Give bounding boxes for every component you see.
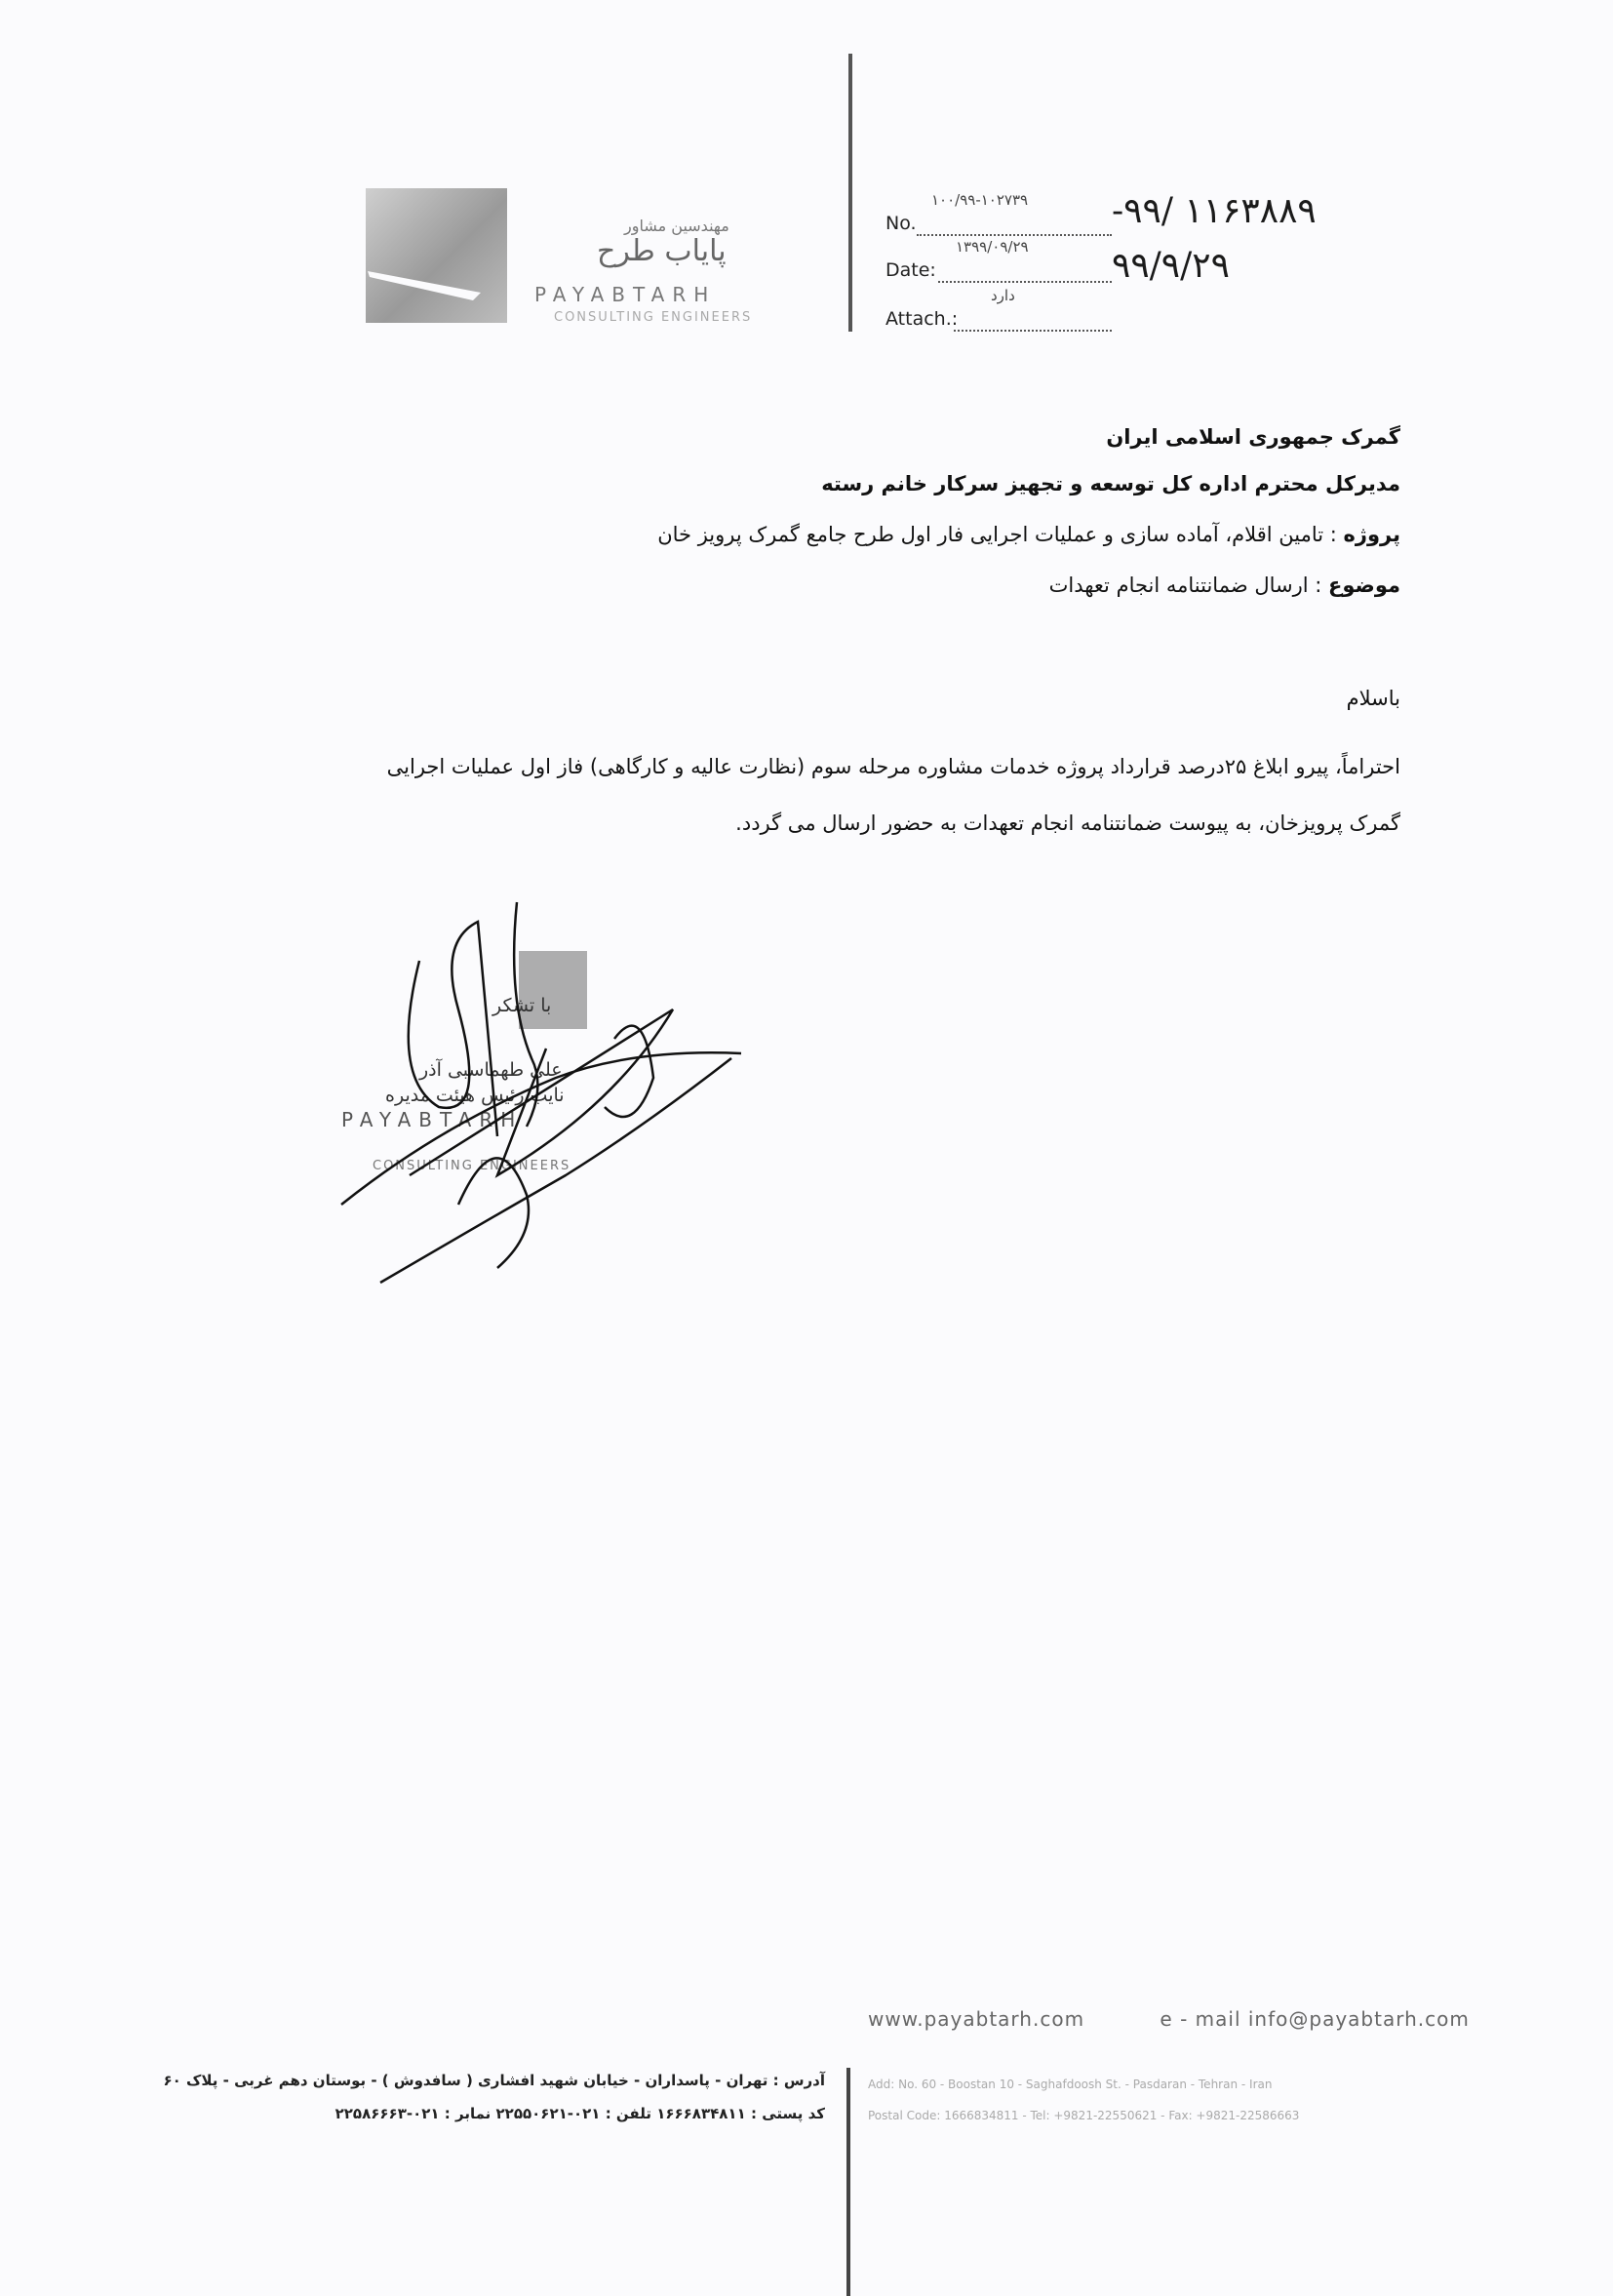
attach-dotline	[954, 312, 1112, 332]
footer-email: e - mail info@payabtarh.com	[1160, 2007, 1470, 2031]
stamp-firm-en: PAYABTARH	[341, 1108, 524, 1131]
stamp-firm-en-sub: CONSULTING ENGINEERS	[373, 1159, 571, 1173]
handwritten-signature	[322, 883, 761, 1292]
firm-name-en: PAYABTARH	[534, 283, 717, 306]
signature-closing: با تشکر	[492, 995, 552, 1016]
footer-postal-en: Postal Code: 1666834811 - Tel: +9821-22550621 - Fax: +9821-22586663	[868, 2109, 1300, 2122]
recipient-org: گمرک جمهوری اسلامی ایران	[1106, 425, 1400, 449]
firm-name-fa: پایاب طرح	[597, 234, 727, 268]
recipient-title: مدیرکل محترم اداره کل توسعه و تجهیز سرکار خانم رسته	[821, 472, 1400, 495]
project-line	[657, 523, 1400, 546]
header-divider	[848, 54, 852, 332]
date-dotline	[938, 263, 1112, 283]
subject-value: : ارسال ضمانتنامه انجام تعهدات	[1048, 574, 1322, 597]
date-handwritten-value: ۹۹/۹/۲۹	[1112, 246, 1230, 286]
no-dotline	[917, 217, 1112, 236]
firm-subtitle-fa: مهندسین مشاور	[624, 217, 729, 235]
date-printed-value: ۱۳۹۹/۰۹/۲۹	[956, 238, 1029, 256]
subject-label: موضوع	[1328, 574, 1400, 597]
footer-address-en: Add: No. 60 - Boostan 10 - Saghafdoosh St. - Pasdaran - Tehran - Iran	[868, 2078, 1273, 2091]
attach-value: دارد	[991, 287, 1015, 304]
date-label: Date:	[885, 259, 936, 281]
greeting: باسلام	[1346, 687, 1400, 710]
no-printed-value: ۱۰۰/۹۹-۱۰۲۷۳۹	[931, 191, 1029, 209]
signatory-role: نایب رئیس هیئت مدیره	[385, 1085, 565, 1106]
no-label: No.	[885, 213, 917, 234]
signatory-name: علی طهماسبی آذر	[419, 1059, 563, 1081]
firm-subtitle-en: CONSULTING ENGINEERS	[554, 310, 753, 325]
footer-address-fa: آدرس : تهران - پاسداران - خیابان شهید افشاری ( سافدوش ) - بوستان دهم غربی - پلاک ۶۰	[163, 2072, 825, 2089]
body-line-2: گمرک پرویزخان، به پیوست ضمانتنامه انجام تعهدات به حضور ارسال می گردد.	[735, 812, 1400, 835]
footer-contact-line	[868, 2007, 1470, 2031]
footer-postal-fa: کد پستی : ۱۶۶۶۸۳۴۸۱۱ تلفن : ۰۲۱-۲۲۵۵۰۶۲۱ نمابر : ۰۲۱-۲۲۵۸۶۶۶۳	[334, 2105, 825, 2122]
logo-mark	[366, 263, 483, 302]
project-label: پروژه	[1343, 523, 1400, 546]
attach-label: Attach.:	[885, 308, 959, 330]
body-line-1: احتراماً، پیرو ابلاغ ۲۵درصد قرارداد پروژه خدمات مشاوره مرحله سوم (نظارت عالیه و کارگاهی) فاز اول عملیات اجرایی	[386, 755, 1400, 778]
no-handwritten-value: -۹۹/ ۱۱۶۳۸۸۹	[1112, 191, 1317, 231]
company-logo	[366, 188, 507, 323]
subject-line	[1049, 574, 1400, 597]
project-value: : تامین اقلام، آماده سازی و عملیات اجرایی فار اول طرح جامع گمرک پرویز خان	[657, 523, 1337, 546]
footer-website: www.payabtarh.com	[868, 2007, 1085, 2031]
footer-divider	[846, 2068, 850, 2296]
